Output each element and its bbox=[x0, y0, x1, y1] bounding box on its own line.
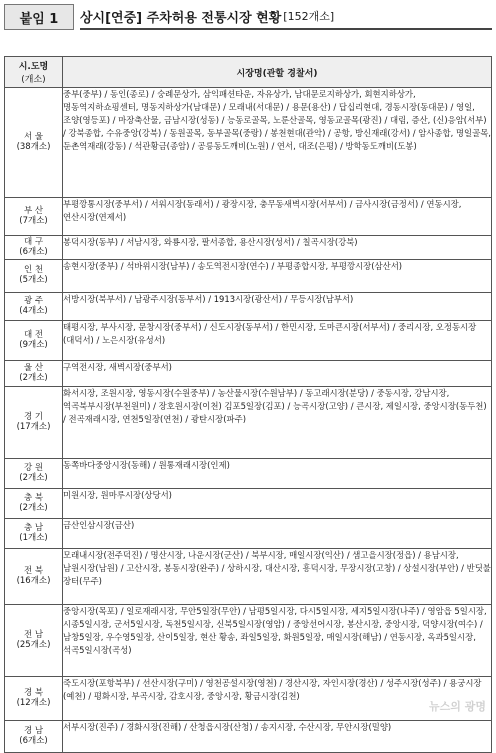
region-cell bbox=[5, 677, 63, 721]
document-title bbox=[80, 4, 492, 30]
region-cell bbox=[5, 293, 63, 321]
region-name: 전 남 bbox=[23, 629, 44, 640]
market-list-cell: 서부시장(진주) / 경화시장(진해) / 산청읍시장(산청) / 송지시장, 수산시장, 무안시장(밀양) bbox=[63, 721, 492, 753]
market-list-cell: 모래내시장(전주덕진) / 명산시장, 나운시장(군산) / 북부시장, 매일시장(익산) / 샘고을시장(정읍) / 용남시장, 남원시장(남원) / 고산시장, 봉동시장(완주) / 상하시장, 대산시장, 흥덕시장, 무장시장(고창) / 상설시장(부안) / 반딧불 장터(무주) bbox=[63, 549, 492, 605]
markets-column-header: 시장명(관할 경찰서) bbox=[63, 57, 492, 88]
table-row bbox=[5, 387, 492, 459]
document-header bbox=[4, 4, 492, 30]
region-cell bbox=[5, 198, 63, 236]
title-count: [152개소] bbox=[283, 10, 335, 23]
market-list-cell: 금산인삼시장(금산) bbox=[63, 519, 492, 549]
region-name: 대 구 bbox=[23, 236, 44, 247]
region-count: (6개소) bbox=[19, 735, 48, 746]
market-list-cell: 화서시장, 조원시장, 영동시장(수원중부) / 농산물시장(수원남부) / 동고래시장(분당) / 중동시장, 강남시장, 역곡북부시장(부천원미) / 장호원시장(이천) 김포5일장(김포) / 능곡시장(고양) / 큰시장, 제일시장, 중앙시장(동두천) / 전곡재래시장, 연천5일장(연천) / 광탄시장(파주) bbox=[63, 387, 492, 459]
region-name: 광 주 bbox=[23, 295, 44, 306]
region-name: 서 울 bbox=[23, 131, 44, 142]
title-text: 상시[연중] 주차허용 전통시장 현황 bbox=[80, 10, 282, 26]
table-row bbox=[5, 677, 492, 721]
table-row bbox=[5, 293, 492, 321]
region-count: (38개소) bbox=[16, 141, 51, 152]
table-row bbox=[5, 198, 492, 236]
table-row bbox=[5, 459, 492, 489]
region-cell bbox=[5, 489, 63, 519]
table-row bbox=[5, 519, 492, 549]
market-table bbox=[4, 56, 492, 753]
market-list-cell: 중앙시장(목포) / 일로재래시장, 무안5일장(무안) / 남평5일시장, 다시5일시장, 세지5일시장(나주) / 영암읍 5일시장, 시종5일시장, 군서5일시장, 독천5일시장, 신북5일시장(영암) / 중앙선어시장, 봉산시장, 중앙시장, 덕양시장(여수) / 남창5일장, 우수영5일장, 산이5일장, 현산 황송, 좌일5일장, 화원5일장, 매일시장(해남) / 연동시장, 옥과5일시장, 석곡5일시장(곡성) bbox=[63, 605, 492, 677]
region-count: (16개소) bbox=[16, 575, 51, 586]
region-cell bbox=[5, 236, 63, 260]
region-name: 충 남 bbox=[23, 522, 44, 533]
region-cell bbox=[5, 387, 63, 459]
table-header-row bbox=[5, 57, 492, 88]
region-name: 인 천 bbox=[23, 265, 44, 276]
market-list-cell: 태평시장, 부사시장, 문창시장(중부서) / 신도시장(동부서) / 한민시장, 도마큰시장(서부서) / 중리시장, 오정동시장(대덕서) / 노은시장(유성서) bbox=[63, 321, 492, 361]
table-row bbox=[5, 721, 492, 753]
region-column-header: 시.도명 (개소) bbox=[5, 57, 63, 88]
region-name: 경 북 bbox=[23, 687, 44, 698]
market-list-cell: 구역전시장, 새벽시장(중부서) bbox=[63, 361, 492, 387]
table-row bbox=[5, 605, 492, 677]
region-cell bbox=[5, 361, 63, 387]
region-cell bbox=[5, 549, 63, 605]
region-cell bbox=[5, 605, 63, 677]
region-count: (17개소) bbox=[16, 421, 51, 432]
market-list-cell: 송현시장(중부) / 석바위시장(남부) / 송도역전시장(연수) / 부평종합시장, 부평깡시장(삼산서) bbox=[63, 260, 492, 293]
region-count: (25개소) bbox=[16, 639, 51, 650]
table-body bbox=[5, 88, 492, 753]
region-count: (2개소) bbox=[19, 472, 48, 483]
region-name: 강 원 bbox=[23, 462, 44, 473]
region-count: (2개소) bbox=[19, 372, 48, 383]
table-row bbox=[5, 321, 492, 361]
region-name: 대 전 bbox=[23, 329, 44, 340]
region-count: (6개소) bbox=[19, 246, 48, 257]
region-name: 부 산 bbox=[23, 205, 44, 216]
table-row bbox=[5, 260, 492, 293]
market-list-cell: 부평깡통시장(중부서) / 서워시장(동래서) / 광장시장, 충무동새벽시장(서부서) / 금사시장(금정서) / 연동시장, 연산시장(연제서) bbox=[63, 198, 492, 236]
region-count: (5개소) bbox=[19, 275, 48, 285]
table-row bbox=[5, 88, 492, 198]
market-list-cell: 중부(중부) / 동인(종로) / 숭례문상가, 삼익패션타운, 자유상가, 남대문로지하상가, 회현지하상가, 명동역지하쇼핑센터, 명동지하상가(남대문) / 모래내(서대문) / 용문(용산) / 답십리현대, 경동시장(동대문) / 영일, 조양(영등포) / 마장축산물, 금남시장(성동) / 능동로골목, 노룬산골목, 영동교골목(광진) / 대림, 증산, (신)응암(서부) / 강북종합, 수유중앙(강북) / 동원골목, 동부골목(중랑) / 봉천현대(관악) / 공항, 방신재래(강서) / 암사종합, 명일골목, 둔촌역재래(강동) / 석관황금(종암) / 공릉동도깨비(노원) / 연서, 대조(은평) / 방학동도깨비(도봉) bbox=[63, 88, 492, 198]
region-cell bbox=[5, 88, 63, 198]
region-cell bbox=[5, 260, 63, 293]
region-name: 경 남 bbox=[23, 725, 44, 736]
attachment-badge: 붙임 1 bbox=[4, 4, 74, 30]
region-count: (4개소) bbox=[19, 305, 48, 316]
market-list-cell: 봉덕시장(동부) / 서남시장, 와룡시장, 팔서종합, 용산시장(성서) / 칠곡시장(강북) bbox=[63, 236, 492, 260]
region-cell bbox=[5, 321, 63, 361]
table-row bbox=[5, 549, 492, 605]
region-count: (9개소) bbox=[19, 339, 48, 350]
market-list-cell: 죽도시장(포항북부) / 선산시장(구미) / 영천공설시장(영천) / 경산시장, 자인시장(경산) / 성주시장(성주) / 용궁시장(예천) / 평화시장, 부곡시장, 감호시장, 중앙시장, 황금시장(김천) bbox=[63, 677, 492, 721]
region-name: 충 북 bbox=[23, 492, 44, 503]
region-cell bbox=[5, 519, 63, 549]
market-list-cell: 서방시장(북부서) / 남광주시장(동부서) / 1913시장(광산서) / 무등시장(남부서) bbox=[63, 293, 492, 321]
region-count: (2개소) bbox=[19, 502, 48, 513]
table-row bbox=[5, 361, 492, 387]
table-row bbox=[5, 489, 492, 519]
region-cell bbox=[5, 459, 63, 489]
region-name: 울 산 bbox=[23, 362, 44, 373]
table-row bbox=[5, 236, 492, 260]
market-list-cell: 미원시장, 원마루시장(상당서) bbox=[63, 489, 492, 519]
region-count: (7개소) bbox=[19, 215, 48, 226]
region-count: (1개소) bbox=[19, 532, 48, 543]
region-name: 경 기 bbox=[23, 411, 44, 422]
watermark: 뉴스의 광명 bbox=[429, 700, 486, 713]
region-name: 전 북 bbox=[23, 565, 44, 576]
market-list-cell: 동쪽바다중앙시장(동해) / 원통재래시장(인제) bbox=[63, 459, 492, 489]
region-cell bbox=[5, 721, 63, 753]
region-count: (12개소) bbox=[16, 697, 51, 708]
